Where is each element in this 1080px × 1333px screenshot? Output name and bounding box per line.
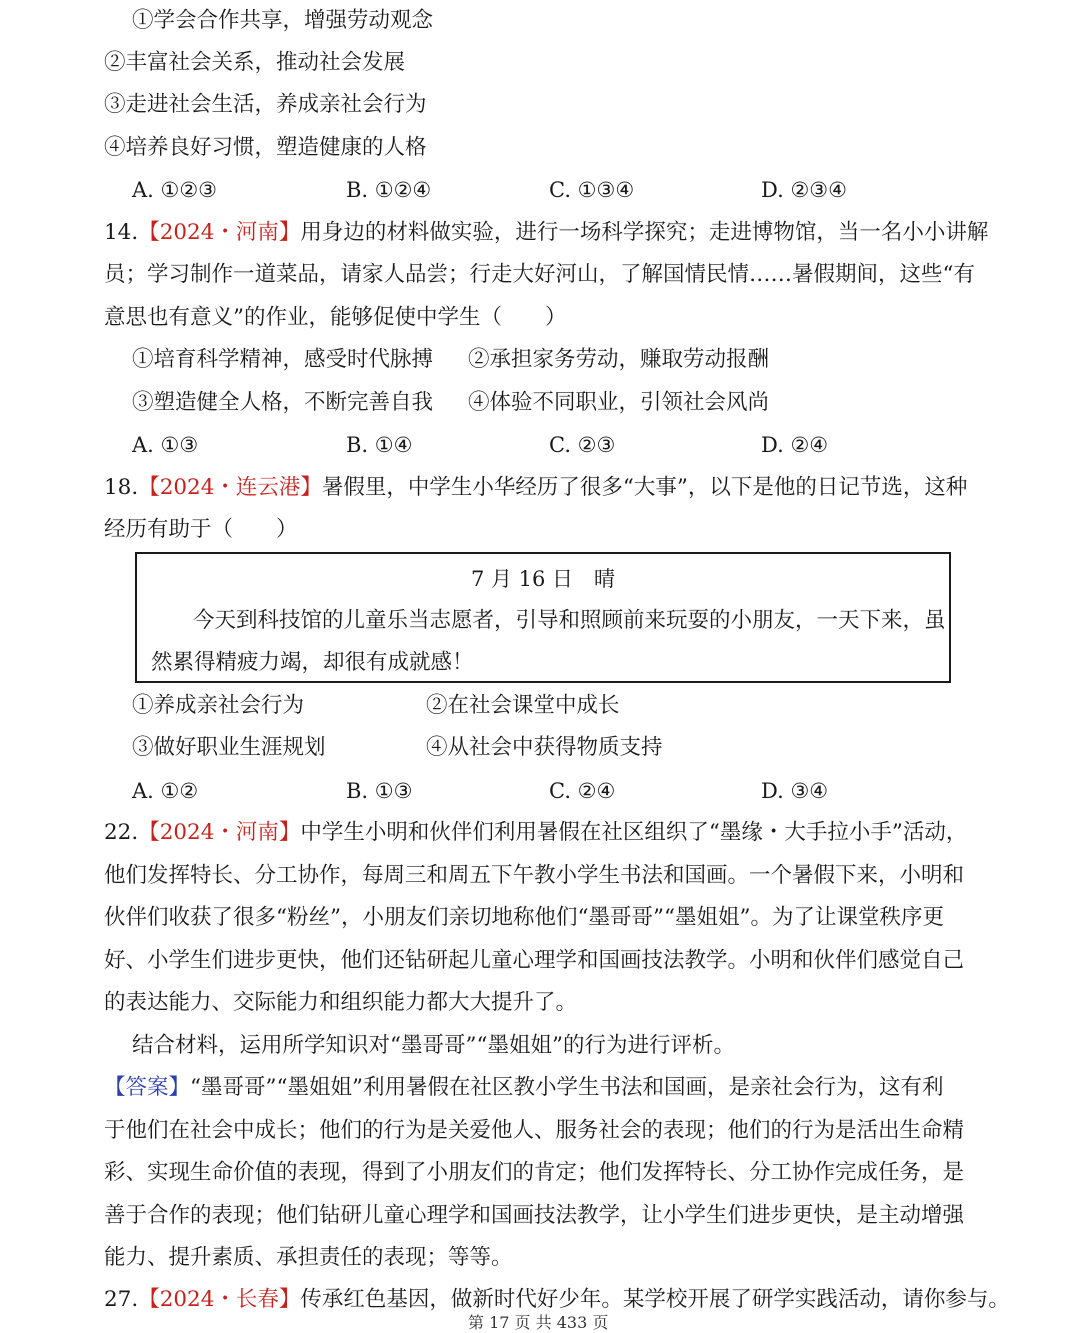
q14-text-line: 意思也有意义”的作业，能够促使中学生（ ） — [104, 305, 567, 330]
answer-line: 善于合作的表现；他们钻研儿童心理学和国画技法教学，让小学生们进步更快，是主动增强 — [104, 1203, 965, 1228]
answer-text: “墨哥哥”“墨姐姐”利用暑假在社区教小学生书法和国画，是亲社会行为，这有利 — [190, 1075, 944, 1100]
q14-text-line: 员；学习制作一道菜品，请家人品尝；行走大好河山，了解国情民情……暑假期间，这些“有 — [104, 262, 975, 287]
diary-line: 今天到科技馆的儿童乐当志愿者，引导和照顾前来玩耍的小朋友，一天下来，虽 — [193, 608, 946, 633]
q18-first-line — [104, 473, 967, 503]
page-footer: 第 17 页 共 433 页 — [468, 1313, 609, 1332]
q18-text-line: 经历有助于（ ） — [104, 517, 298, 542]
q13-option-a: A. ①②③ — [132, 178, 217, 202]
q13-statement-3: ③走进社会生活，养成亲社会行为 — [104, 92, 427, 117]
q14-statement-2: ②承担家务劳动，赚取劳动报酬 — [468, 347, 770, 372]
q18-option-d: D. ③④ — [761, 779, 829, 803]
q22-text-line: 伙伴们收获了很多“粉丝”，小朋友们亲切地称他们“墨哥哥”“墨姐姐”。为了让课堂秩序更 — [104, 905, 944, 930]
diary-line: 然累得精疲力竭，却很有成就感！ — [151, 650, 474, 675]
q14-option-c: C. ②③ — [549, 433, 616, 457]
q13-option-d: D. ②③④ — [761, 178, 847, 202]
q14-source-tag: 【2024・河南】 — [138, 220, 301, 245]
q14-first-line — [104, 218, 988, 248]
q18-text: 暑假里，中学生小华经历了很多“大事”，以下是他的日记节选，这种 — [321, 475, 968, 500]
q14-text: 用身边的材料做实验，进行一场科学探究；走进博物馆，当一名小小讲解 — [300, 220, 989, 245]
q22-text: 中学生小明和伙伴们利用暑假在社区组织了“墨缘・大手拉小手”活动， — [300, 820, 968, 845]
q14-option-d: D. ②④ — [761, 433, 829, 457]
diary-box — [135, 552, 951, 683]
q13-options — [132, 175, 892, 205]
q18-options — [132, 776, 892, 806]
q27-first-line — [104, 1285, 1010, 1315]
q13-option-b: B. ①②④ — [346, 178, 432, 202]
q27-text: 传承红色基因，做新时代好少年。某学校开展了研学实践活动，请你参与。 — [300, 1287, 1010, 1312]
q18-option-c: C. ②④ — [549, 779, 616, 803]
q18-option-a: A. ①② — [132, 779, 199, 803]
q22-text-line: 好、小学生们进步更快，他们还钻研起儿童心理学和国画技法教学。小明和伙伴们感觉自己 — [104, 948, 965, 973]
q22-answer-first-line — [104, 1073, 944, 1103]
q18-statement-4: ④从社会中获得物质支持 — [426, 735, 663, 760]
q14-option-a: A. ①③ — [132, 433, 199, 457]
q14-options — [132, 430, 892, 460]
answer-line: 彩、实现生命价值的表现，得到了小朋友们的肯定；他们发挥特长、分工协作完成任务，是 — [104, 1160, 965, 1185]
q18-option-b: B. ①③ — [346, 779, 413, 803]
q22-prompt: 结合材料，运用所学知识对“墨哥哥”“墨姐姐”的行为进行评析。 — [132, 1033, 735, 1058]
q18-statement-2: ②在社会课堂中成长 — [426, 693, 620, 718]
answer-tag: 【答案】 — [104, 1075, 191, 1100]
q14-statement-4: ④体验不同职业，引领社会风尚 — [468, 390, 770, 415]
q14-option-b: B. ①④ — [346, 433, 413, 457]
q18-statement-3: ③做好职业生涯规划 — [132, 735, 326, 760]
q18-number: 18. — [104, 475, 139, 500]
q13-statement-1: ①学会合作共享，增强劳动观念 — [132, 8, 434, 33]
q22-text-line: 他们发挥特长、分工协作，每周三和周五下午教小学生书法和国画。一个暑假下来，小明和 — [104, 863, 965, 888]
q13-statement-2: ②丰富社会关系，推动社会发展 — [104, 50, 406, 75]
q13-statement-4: ④培养良好习惯，塑造健康的人格 — [104, 135, 427, 160]
q27-number: 27. — [104, 1287, 139, 1312]
q22-text-line: 的表达能力、交际能力和组织能力都大大提升了。 — [104, 990, 578, 1015]
q18-statement-1: ①养成亲社会行为 — [132, 693, 305, 718]
q14-statement-3: ③塑造健全人格，不断完善自我 — [132, 390, 434, 415]
q22-number: 22. — [104, 820, 139, 845]
q14-statement-1: ①培育科学精神，感受时代脉搏 — [132, 347, 434, 372]
q22-first-line — [104, 818, 967, 848]
q22-source-tag: 【2024・河南】 — [138, 820, 301, 845]
q13-option-c: C. ①③④ — [549, 178, 635, 202]
q18-source-tag: 【2024・连云港】 — [138, 475, 322, 500]
diary-date: 7 月 16 日 晴 — [470, 567, 616, 591]
q27-source-tag: 【2024・长春】 — [138, 1287, 301, 1312]
q14-number: 14. — [104, 220, 139, 245]
answer-line: 于他们在社会中成长；他们的行为是关爱他人、服务社会的表现；他们的行为是活出生命精 — [104, 1118, 965, 1143]
answer-line: 能力、提升素质、承担责任的表现；等等。 — [104, 1245, 513, 1270]
